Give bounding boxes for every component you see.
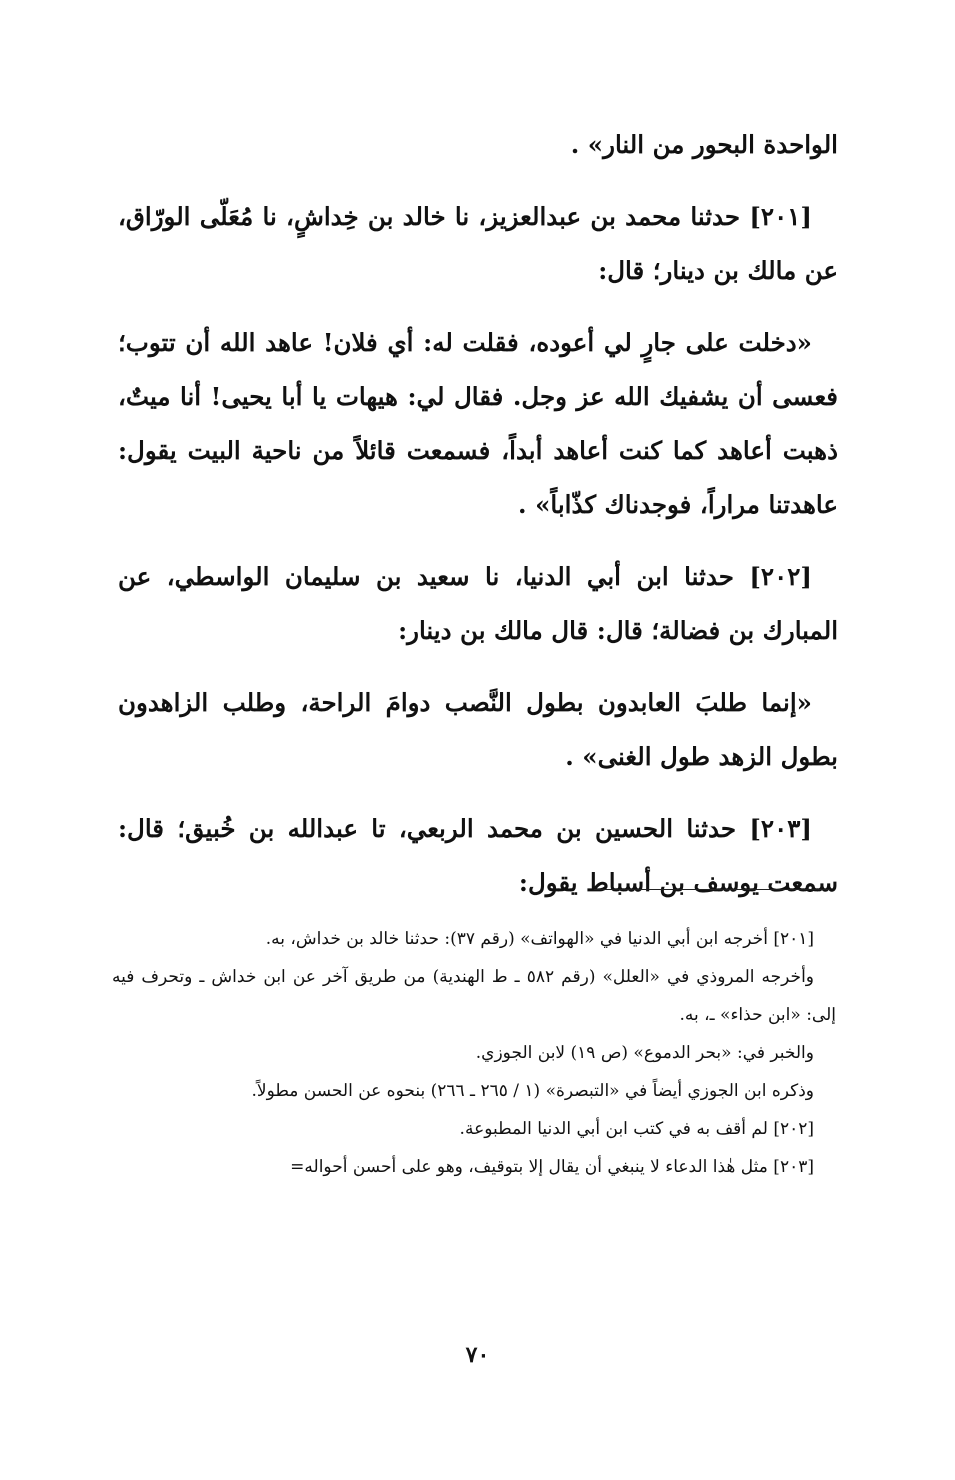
footnote-divider: [594, 889, 830, 890]
page-number: ٧٠: [465, 1342, 490, 1368]
paragraph-201-quote: «دخلت على جارٍ لي أعوده، فقلت له: أي فلان! عاهد الله أن تتوب؛ فعسى أن يشفيك الله عز وجل. فقال لي: هيهات يا أبا يحيى! أنا ميتٌ، ذهبت أعاهد كما كنت أعاهد أبداً، فسمعت قائلاً من ناحية البيت يقول: عاهدتنا مراراً، فوجدناك كذّاباً» .: [118, 328, 838, 519]
footnote-201: [٢٠١] أخرجه ابن أبي الدنيا في «الهواتف» (رقم ٣٧): حدثنا خالد بن خداش، به.: [265, 929, 814, 949]
paragraph-201: [٢٠١] حدثنا محمد بن عبدالعزيز، نا خالد بن خِداشٍ، نا مُعَلّى الورّاق، عن مالك بن دينار؛ قال:: [118, 202, 838, 285]
paragraph-203: [٢٠٣] حدثنا الحسين بن محمد الربعي، تا عبدالله بن خُبيق؛ قال: سمعت يوسف بن أسباط يقول:: [118, 814, 838, 897]
footnotes: [112, 920, 836, 1186]
footnote-203: [٢٠٣] مثل هٰذا الدعاء لا ينبغي أن يقال إلا بتوقيف، وهو على أحسن أحواله=: [290, 1157, 814, 1177]
footnote-201-marwazi: وأخرجه المروذي في «العلل» (رقم ٥٨٢ ـ ط الهندية) من طريق آخر عن ابن خداش ـ وتحرف فيه إلى: «ابن حذاء» ـ، به.: [112, 967, 836, 1025]
footnote-202: [٢٠٢] لم أقف به في كتب ابن أبي الدنيا المطبوعة.: [459, 1119, 814, 1139]
paragraph-continuation: الواحدة البحور من النار» .: [570, 130, 838, 159]
paragraph-202: [٢٠٢] حدثنا ابن أبي الدنيا، نا سعيد بن سليمان الواسطي، عن المبارك بن فضالة؛ قال: قال مالك بن دينار:: [118, 562, 838, 645]
main-text: [118, 118, 838, 928]
footnote-201-tabsira: وذكره ابن الجوزي أيضاً في «التبصرة» (١ / ٢٦٥ ـ ٢٦٦) بنحوه عن الحسن مطولاً.: [251, 1081, 814, 1101]
paragraph-202-quote: «إنما طلبَ العابدون بطول النَّصب دوامَ الراحة، وطلب الزاهدون بطول الزهد طول الغنى» .: [118, 688, 838, 771]
footnote-201-bahr: والخبر في: «بحر الدموع» (ص ١٩) لابن الجوزي.: [475, 1043, 814, 1063]
